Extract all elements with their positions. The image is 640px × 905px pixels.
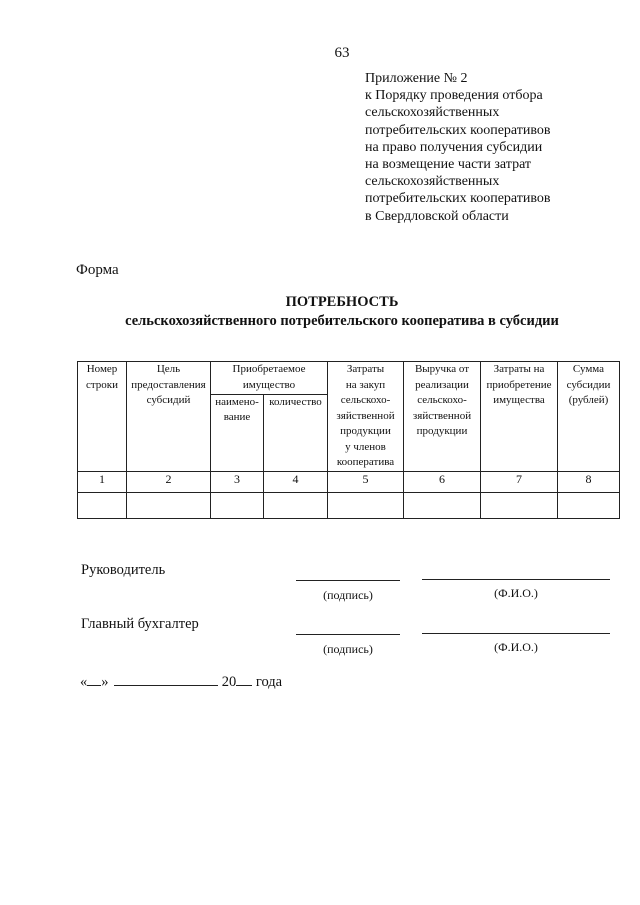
head-signature-line[interactable] [296,580,400,581]
appendix-line: сельскохозяйственных [365,105,500,121]
date-close-quote: » [101,674,109,690]
document-subtitle: сельскохозяйственного потребительского кооператива в субсидии [125,313,559,329]
document-title: ПОТРЕБНОСТЬ [285,294,399,310]
table-cell[interactable] [127,492,211,518]
header-property-quantity: количество [264,394,328,471]
date-open-quote: « [80,674,88,690]
header-revenue: Выручка от реализации сельскохо- зяйственной продукции [404,362,481,472]
appendix-block [365,70,551,225]
header-property-name: наимено- вание [211,394,264,471]
page-number: 63 [334,45,350,61]
head-name-line[interactable] [422,579,610,580]
header-property-costs: Затраты на приобретение имущества [481,362,558,472]
year-blank[interactable] [236,671,252,686]
appendix-line: потребительских кооперативов [365,122,551,138]
accountant-signature-caption: (подпись) [323,642,373,656]
date-line [80,671,282,691]
column-number: 7 [481,471,558,492]
table-cell[interactable] [404,492,481,518]
column-number-row [78,471,620,492]
table-cell[interactable] [211,492,264,518]
year-prefix: 20 [221,674,237,690]
header-row-number: Номер строки [78,362,127,472]
year-suffix: года [255,674,283,690]
accountant-label: Главный бухгалтер [81,616,199,632]
day-blank[interactable] [87,671,101,686]
appendix-line: в Свердловской области [365,208,509,224]
appendix-line: на право получения субсидии [365,139,543,155]
month-blank[interactable] [114,671,218,686]
table-cell[interactable] [78,492,127,518]
column-number: 1 [78,471,127,492]
table-row [78,492,620,518]
table-cell[interactable] [328,492,404,518]
table-cell[interactable] [481,492,558,518]
column-number: 3 [211,471,264,492]
table-cell[interactable] [264,492,328,518]
header-purchase-costs: Затраты на закуп сельскохо- зяйственной продукции у членов кооператива [328,362,404,472]
head-label: Руководитель [81,562,166,578]
appendix-line: к Порядку проведения отбора [365,88,543,104]
column-number: 2 [127,471,211,492]
column-number: 4 [264,471,328,492]
column-number: 5 [328,471,404,492]
appendix-line: сельскохозяйственных [365,174,500,190]
table-cell[interactable] [558,492,620,518]
head-name-caption: (Ф.И.О.) [494,586,538,600]
form-label: Форма [76,262,119,278]
header-property: Приобретаемое имущество [211,362,328,395]
accountant-name-line[interactable] [422,633,610,634]
head-signature-caption: (подпись) [323,588,373,602]
appendix-line: Приложение № 2 [365,71,468,86]
header-amount: Сумма субсидии (рублей) [558,362,620,472]
appendix-line: на возмещение части затрат [365,157,532,173]
header-purpose: Цель предоставления субсидий [127,362,211,472]
column-number: 6 [404,471,481,492]
column-number: 8 [558,471,620,492]
subsidy-table [77,361,620,519]
appendix-line: потребительских кооперативов [365,191,551,207]
accountant-name-caption: (Ф.И.О.) [494,640,538,654]
accountant-signature-line[interactable] [296,634,400,635]
